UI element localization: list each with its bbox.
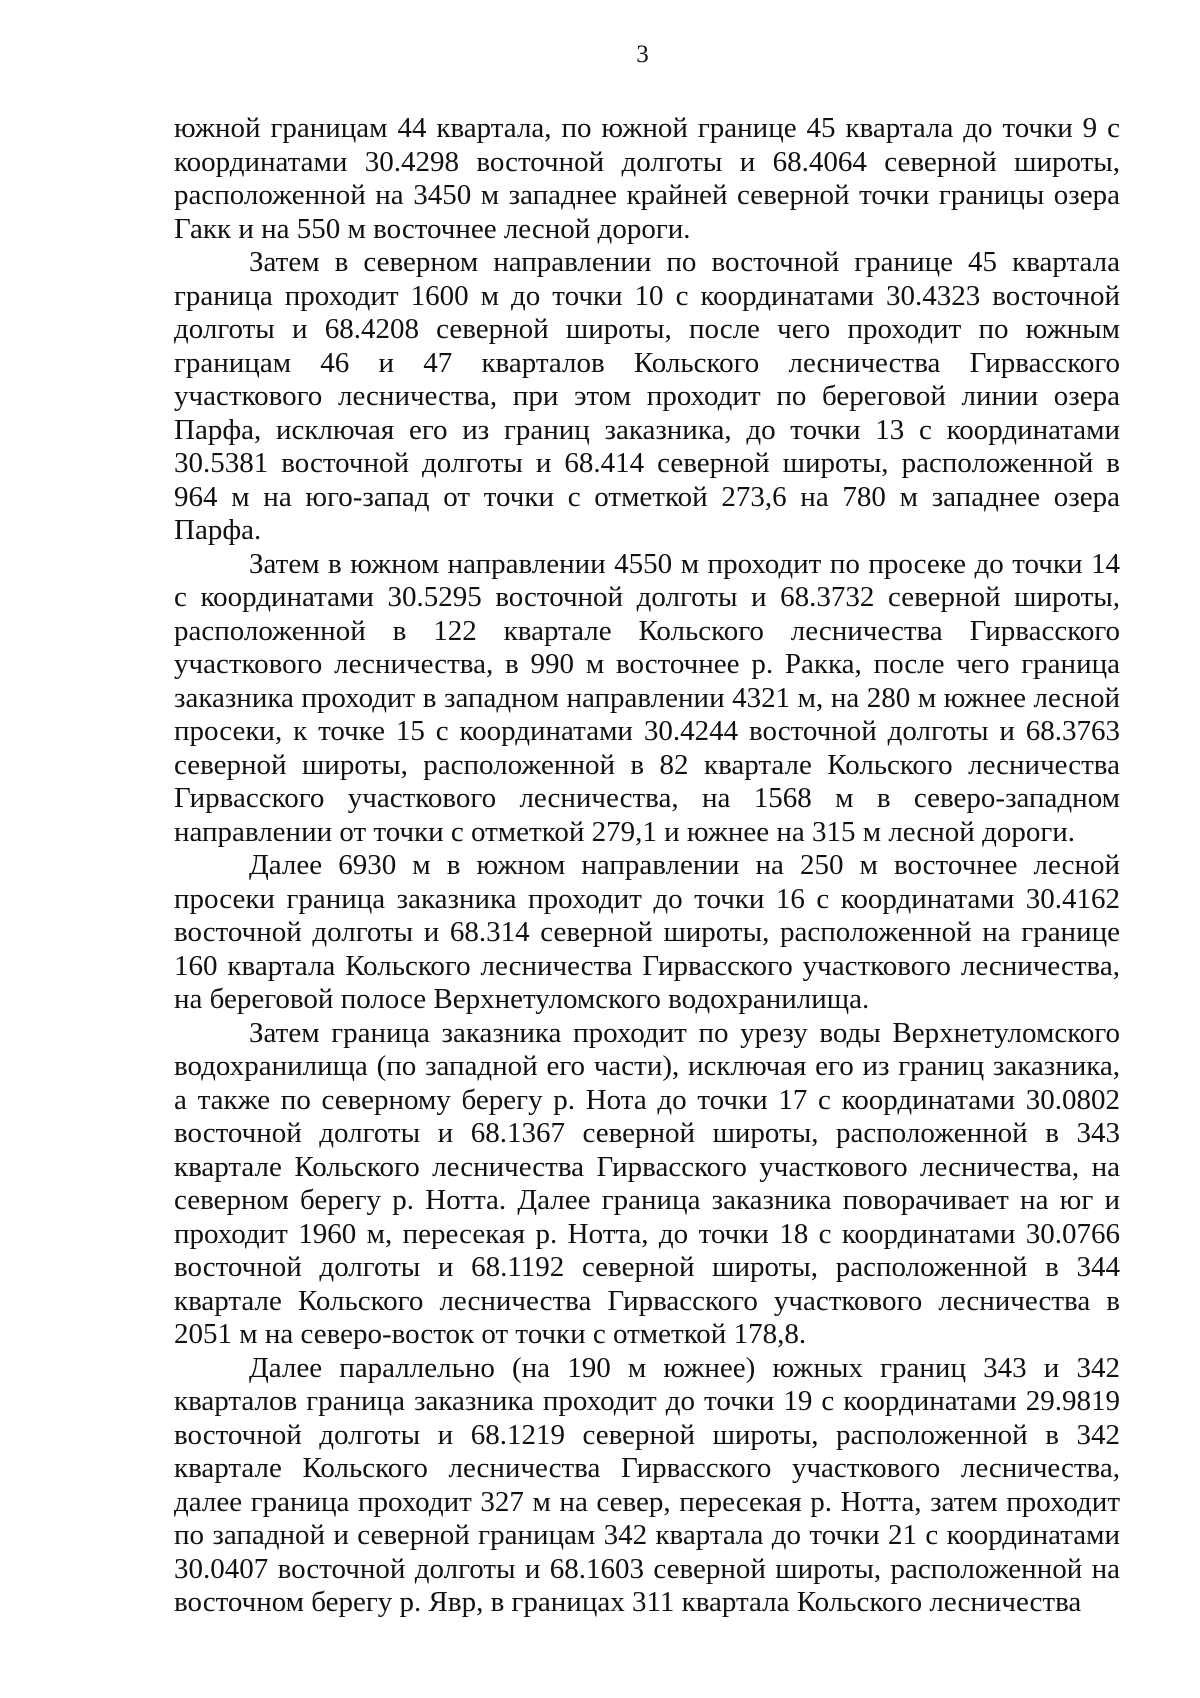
page-number: 3	[636, 41, 649, 68]
document-body	[174, 112, 1120, 1620]
paragraph-6: Далее параллельно (на 190 м южнее) южных границ 343 и 342 кварталов граница заказника проходит до точки 19 с координатами 29.9819 восточной долготы и 68.1219 северной широты, расположенной в 342 квартале Кольского лесничества Гирвасского участкового лесничества, далее граница проходит 327 м на север, пересекая р. Нотта, затем проходит по западной и северной границам 342 квартала до точки 21 с координатами 30.0407 восточной долготы и 68.1603 северной широты, расположенной на восточном берегу р. Явр, в границах 311 квартала Кольского лесничества	[174, 1351, 1120, 1618]
paragraph-4: Далее 6930 м в южном направлении на 250 м восточнее лесной просеки граница заказника проходит до точки 16 с координатами 30.4162 восточной долготы и 68.314 северной широты, расположенной на границе 160 квартала Кольского лесничества Гирвасского участкового лесничества, на береговой полосе Верхнетуломского водохранилища.	[174, 849, 1120, 1015]
paragraph-5: Затем граница заказника проходит по урезу воды Верхнетуломского водохранилища (по западной его части), исключая его из границ заказника, а также по северному берегу р. Нота до точки 17 с координатами 30.0802 восточной долготы и 68.1367 северной широты, расположенной в 343 квартале Кольского лесничества Гирвасского участкового лесничества, на северном берегу р. Нотта. Далее граница заказника поворачивает на юг и проходит 1960 м, пересекая р. Нотта, до точки 18 с координатами 30.0766 восточной долготы и 68.1192 северной широты, расположенной в 344 квартале Кольского лесничества Гирвасского участкового лесничества в 2051 м на северо-восток от точки с отметкой 178,8.	[174, 1016, 1120, 1350]
paragraph-3: Затем в южном направлении 4550 м проходит по просеке до точки 14 с координатами 30.5295 восточной долготы и 68.3732 северной широты, расположенной в 122 квартале Кольского лесничества Гирвасского участкового лесничества, в 990 м восточнее р. Ракка, после чего граница заказника проходит в западном направлении 4321 м, на 280 м южнее лесной просеки, к точке 15 с координатами 30.4244 восточной долготы и 68.3763 северной широты, расположенной в 82 квартале Кольского лесничества Гирвасского участкового лесничества, на 1568 м в северо-западном направлении от точки с отметкой 279,1 и южнее на 315 м лесной дороги.	[174, 547, 1120, 848]
paragraph-2: Затем в северном направлении по восточной границе 45 квартала граница проходит 1600 м до точки 10 с координатами 30.4323 восточной долготы и 68.4208 северной широты, после чего проходит по южным границам 46 и 47 кварталов Кольского лесничества Гирвасского участкового лесничества, при этом проходит по береговой линии озера Парфа, исключая его из границ заказника, до точки 13 с координатами 30.5381 восточной долготы и 68.414 северной широты, расположенной в 964 м на юго-запад от точки с отметкой 273,6 на 780 м западнее озера Парфа.	[174, 246, 1120, 546]
paragraph-1-continuation: южной границам 44 квартала, по южной границе 45 квартала до точки 9 с координатами 30.4298 восточной долготы и 68.4064 северной широты, расположенной на 3450 м западнее крайней северной точки границы озера Гакк и на 550 м восточнее лесной дороги.	[174, 112, 1120, 245]
